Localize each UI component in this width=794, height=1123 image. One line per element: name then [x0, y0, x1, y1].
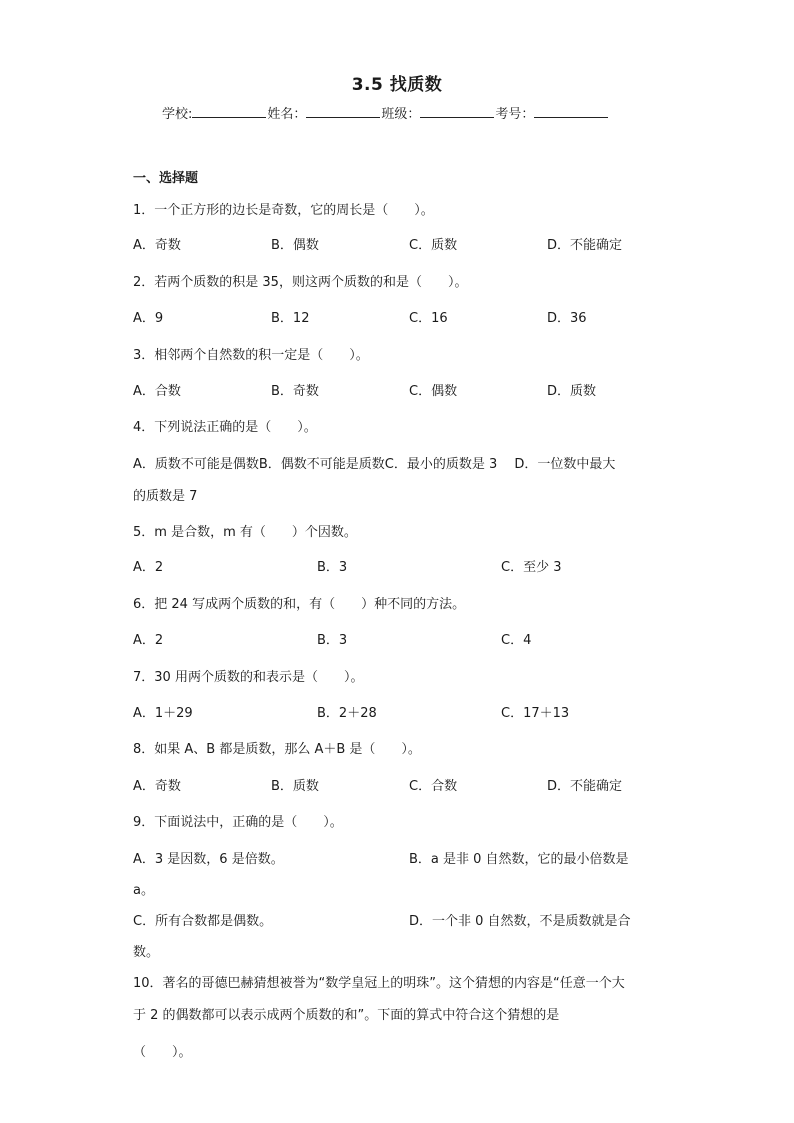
question-10-stem-line-3: （ ）。: [133, 1045, 192, 1060]
class-blank[interactable]: [420, 105, 494, 118]
question-6-option-c[interactable]: C．4: [501, 633, 532, 648]
question-6-option-a[interactable]: A．2: [133, 633, 164, 648]
question-2-option-d[interactable]: D．36: [547, 311, 587, 326]
question-4-options-line-1[interactable]: A．质数不可能是偶数B．偶数不可能是质数C．最小的质数是 3 D．一位数中最大: [133, 457, 616, 472]
question-2-stem: 2．若两个质数的积是 35，则这两个质数的和是（ ）。: [133, 275, 468, 290]
section-title: 一、选择题: [133, 171, 199, 186]
question-2-option-b[interactable]: B．12: [271, 311, 310, 326]
question-1-option-b[interactable]: B．偶数: [271, 238, 319, 253]
school-label: 学校:: [162, 107, 193, 122]
question-9-option-d-wrap: 数。: [133, 945, 160, 960]
question-3-option-c[interactable]: C．偶数: [409, 384, 458, 399]
question-9-stem: 9．下面说法中，正确的是（ ）。: [133, 815, 343, 830]
question-7-option-a[interactable]: A．1＋29: [133, 706, 193, 721]
question-9-option-d[interactable]: D．一个非 0 自然数，不是质数就是合: [409, 914, 631, 929]
question-9-option-c[interactable]: C．所有合数都是偶数。: [133, 914, 273, 929]
question-2-option-c[interactable]: C．16: [409, 311, 448, 326]
class-label: 班级：: [381, 107, 421, 122]
question-3-stem: 3．相邻两个自然数的积一定是（ ）。: [133, 348, 369, 363]
question-10-stem-line-1: 10．著名的哥德巴赫猜想被誉为“数学皇冠上的明珠”。这个猜想的内容是“任意一个大: [133, 976, 625, 991]
question-3-option-a[interactable]: A．合数: [133, 384, 181, 399]
question-9-option-b-wrap: a。: [133, 883, 154, 898]
page-title: 3.5 找质数: [351, 75, 443, 95]
student-info-line: [162, 103, 609, 122]
question-1-option-c[interactable]: C．质数: [409, 238, 458, 253]
question-8-option-b[interactable]: B．质数: [271, 779, 319, 794]
question-6-stem: 6．把 24 写成两个质数的和，有（ ）种不同的方法。: [133, 597, 466, 612]
question-5-stem: 5．m 是合数，m 有（ ）个因数。: [133, 525, 357, 540]
question-3-option-d[interactable]: D．质数: [547, 384, 597, 399]
name-label: 姓名：: [267, 107, 307, 122]
question-9-option-a[interactable]: A．3 是因数，6 是倍数。: [133, 852, 284, 867]
question-1-option-a[interactable]: A．奇数: [133, 238, 181, 253]
school-blank[interactable]: [192, 105, 266, 118]
question-9-option-b[interactable]: B．a 是非 0 自然数，它的最小倍数是: [409, 852, 629, 867]
question-1-stem: 1．一个正方形的边长是奇数，它的周长是（ ）。: [133, 203, 434, 218]
question-7-option-b[interactable]: B．2＋28: [317, 706, 377, 721]
question-5-option-b[interactable]: B．3: [317, 560, 348, 575]
question-6-option-b[interactable]: B．3: [317, 633, 348, 648]
question-4-stem: 4．下列说法正确的是（ ）。: [133, 420, 317, 435]
question-8-option-a[interactable]: A．奇数: [133, 779, 181, 794]
question-4-options-line-2: 的质数是 7: [133, 489, 198, 504]
question-8-option-c[interactable]: C．合数: [409, 779, 458, 794]
question-7-stem: 7．30 用两个质数的和表示是（ ）。: [133, 670, 364, 685]
question-8-option-d[interactable]: D．不能确定: [547, 779, 623, 794]
exam-no-label: 考号：: [495, 107, 535, 122]
question-8-stem: 8．如果 A、B 都是质数，那么 A＋B 是（ ）。: [133, 742, 421, 757]
name-blank[interactable]: [306, 105, 380, 118]
exam-no-blank[interactable]: [534, 105, 608, 118]
question-3-option-b[interactable]: B．奇数: [271, 384, 319, 399]
question-2-option-a[interactable]: A．9: [133, 311, 164, 326]
question-5-option-c[interactable]: C．至少 3: [501, 560, 562, 575]
question-7-option-c[interactable]: C．17＋13: [501, 706, 570, 721]
question-5-option-a[interactable]: A．2: [133, 560, 164, 575]
question-10-stem-line-2: 于 2 的偶数都可以表示成两个质数的和”。下面的算式中符合这个猜想的是: [133, 1008, 560, 1023]
question-1-option-d[interactable]: D．不能确定: [547, 238, 623, 253]
